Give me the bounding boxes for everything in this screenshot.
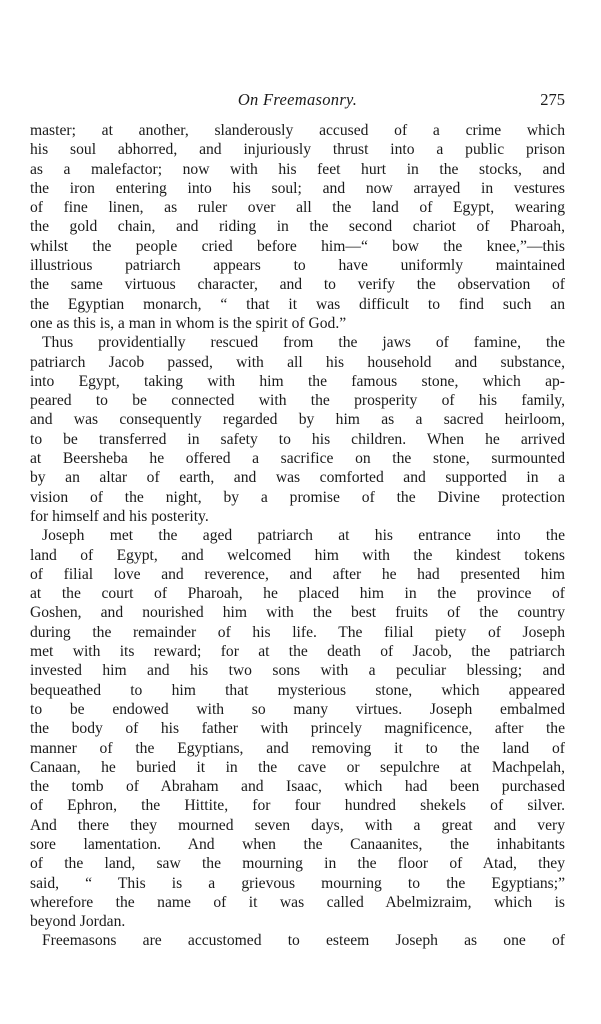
paragraph xyxy=(30,121,565,333)
text-line: sore lamentation. And when the Canaanites, the inhabitants xyxy=(30,835,565,853)
paragraph xyxy=(30,931,565,950)
text-line: met with its reward; for at the death of Jacob, the patriarch xyxy=(30,643,565,661)
text-line: during the remainder of his life. The filial piety of Joseph xyxy=(30,623,565,641)
text-line: beyond Jordan. xyxy=(30,913,126,931)
text-line: the Egyptian monarch, “ that it was difficult to find such an xyxy=(30,295,565,313)
text-line: Canaan, he buried it in the cave or sepulchre at Machpelah, xyxy=(30,758,565,776)
text-line: to be transferred in safety to his children. When he arrived xyxy=(30,430,565,448)
page-number: 275 xyxy=(540,90,565,109)
text-line: patriarch Jacob passed, with all his household and substance, xyxy=(30,353,565,371)
text-line: And there they mourned seven days, with a great and very xyxy=(30,816,565,834)
text-line: the iron entering into his soul; and now arrayed in vestures xyxy=(30,179,565,197)
text-line: the same virtuous character, and to verify the observation of xyxy=(30,276,565,294)
text-line: Goshen, and nourished him with the best fruits of the country xyxy=(30,604,565,622)
text-line: Thus providentially rescued from the jaws of famine, the xyxy=(42,334,565,352)
text-line: for himself and his posterity. xyxy=(30,507,209,525)
text-line: by an altar of earth, and was comforted and supported in a xyxy=(30,469,565,487)
text-line: master; at another, slanderously accused of a crime which xyxy=(30,122,565,139)
text-line: Freemasons are accustomed to esteem Joseph as one of xyxy=(42,932,565,950)
text-line: one as this is, a man in whom is the spirit of God.” xyxy=(30,314,347,332)
text-line: of fine linen, as ruler over all the land of Egypt, wearing xyxy=(30,199,565,217)
text-line: of Ephron, the Hittite, for four hundred shekels of silver. xyxy=(30,797,565,815)
text-line: the body of his father with princely magnificence, after the xyxy=(30,720,565,738)
text-line: as a malefactor; now with his feet hurt in the stocks, and xyxy=(30,160,565,178)
text-line: bequeathed to him that mysterious stone, which appeared xyxy=(30,681,565,699)
text-line: manner of the Egyptians, and removing it to the land of xyxy=(30,739,565,757)
text-line: vision of the night, by a promise of the Divine protection xyxy=(30,488,565,506)
text-line: the tomb of Abraham and Isaac, which had been purchased xyxy=(30,778,565,796)
text-line: the gold chain, and riding in the second chariot of Pharoah, xyxy=(30,218,565,236)
text-line: illustrious patriarch appears to have uniformly maintained xyxy=(30,257,565,275)
paragraph xyxy=(30,526,565,931)
running-title: On Freemasonry. xyxy=(237,90,358,109)
text-line: said, “ This is a grievous mourning to the Egyptians;” xyxy=(30,874,565,892)
text-line: and was consequently regarded by him as a sacred heirloom, xyxy=(30,411,565,429)
text-line: into Egypt, taking with him the famous stone, which ap- xyxy=(30,372,565,390)
page-header xyxy=(30,90,565,112)
text-line: at Beersheba he offered a sacrifice on the stone, surmounted xyxy=(30,450,565,468)
text-line: wherefore the name of it was called Abelmizraim, which is xyxy=(30,893,565,911)
text-line: peared to be connected with the prosperity of his family, xyxy=(30,392,565,410)
text-line: of the land, saw the mourning in the floor of Atad, they xyxy=(30,855,565,873)
text-line: whilst the people cried before him—“ bow the knee,”—this xyxy=(30,237,565,255)
paragraph xyxy=(30,333,565,526)
text-line: his soul abhorred, and injuriously thrust into a public prison xyxy=(30,141,565,159)
text-line: at the court of Pharoah, he placed him in the province of xyxy=(30,585,565,603)
text-line: Joseph met the aged patriarch at his entrance into the xyxy=(42,527,565,545)
text-line: land of Egypt, and welcomed him with the kindest tokens xyxy=(30,546,565,564)
text-line: to be endowed with so many virtues. Joseph embalmed xyxy=(30,700,565,718)
body-text xyxy=(30,121,565,951)
text-line: of filial love and reverence, and after he had presented him xyxy=(30,565,565,583)
text-line: invested him and his two sons with a peculiar blessing; and xyxy=(30,662,565,680)
